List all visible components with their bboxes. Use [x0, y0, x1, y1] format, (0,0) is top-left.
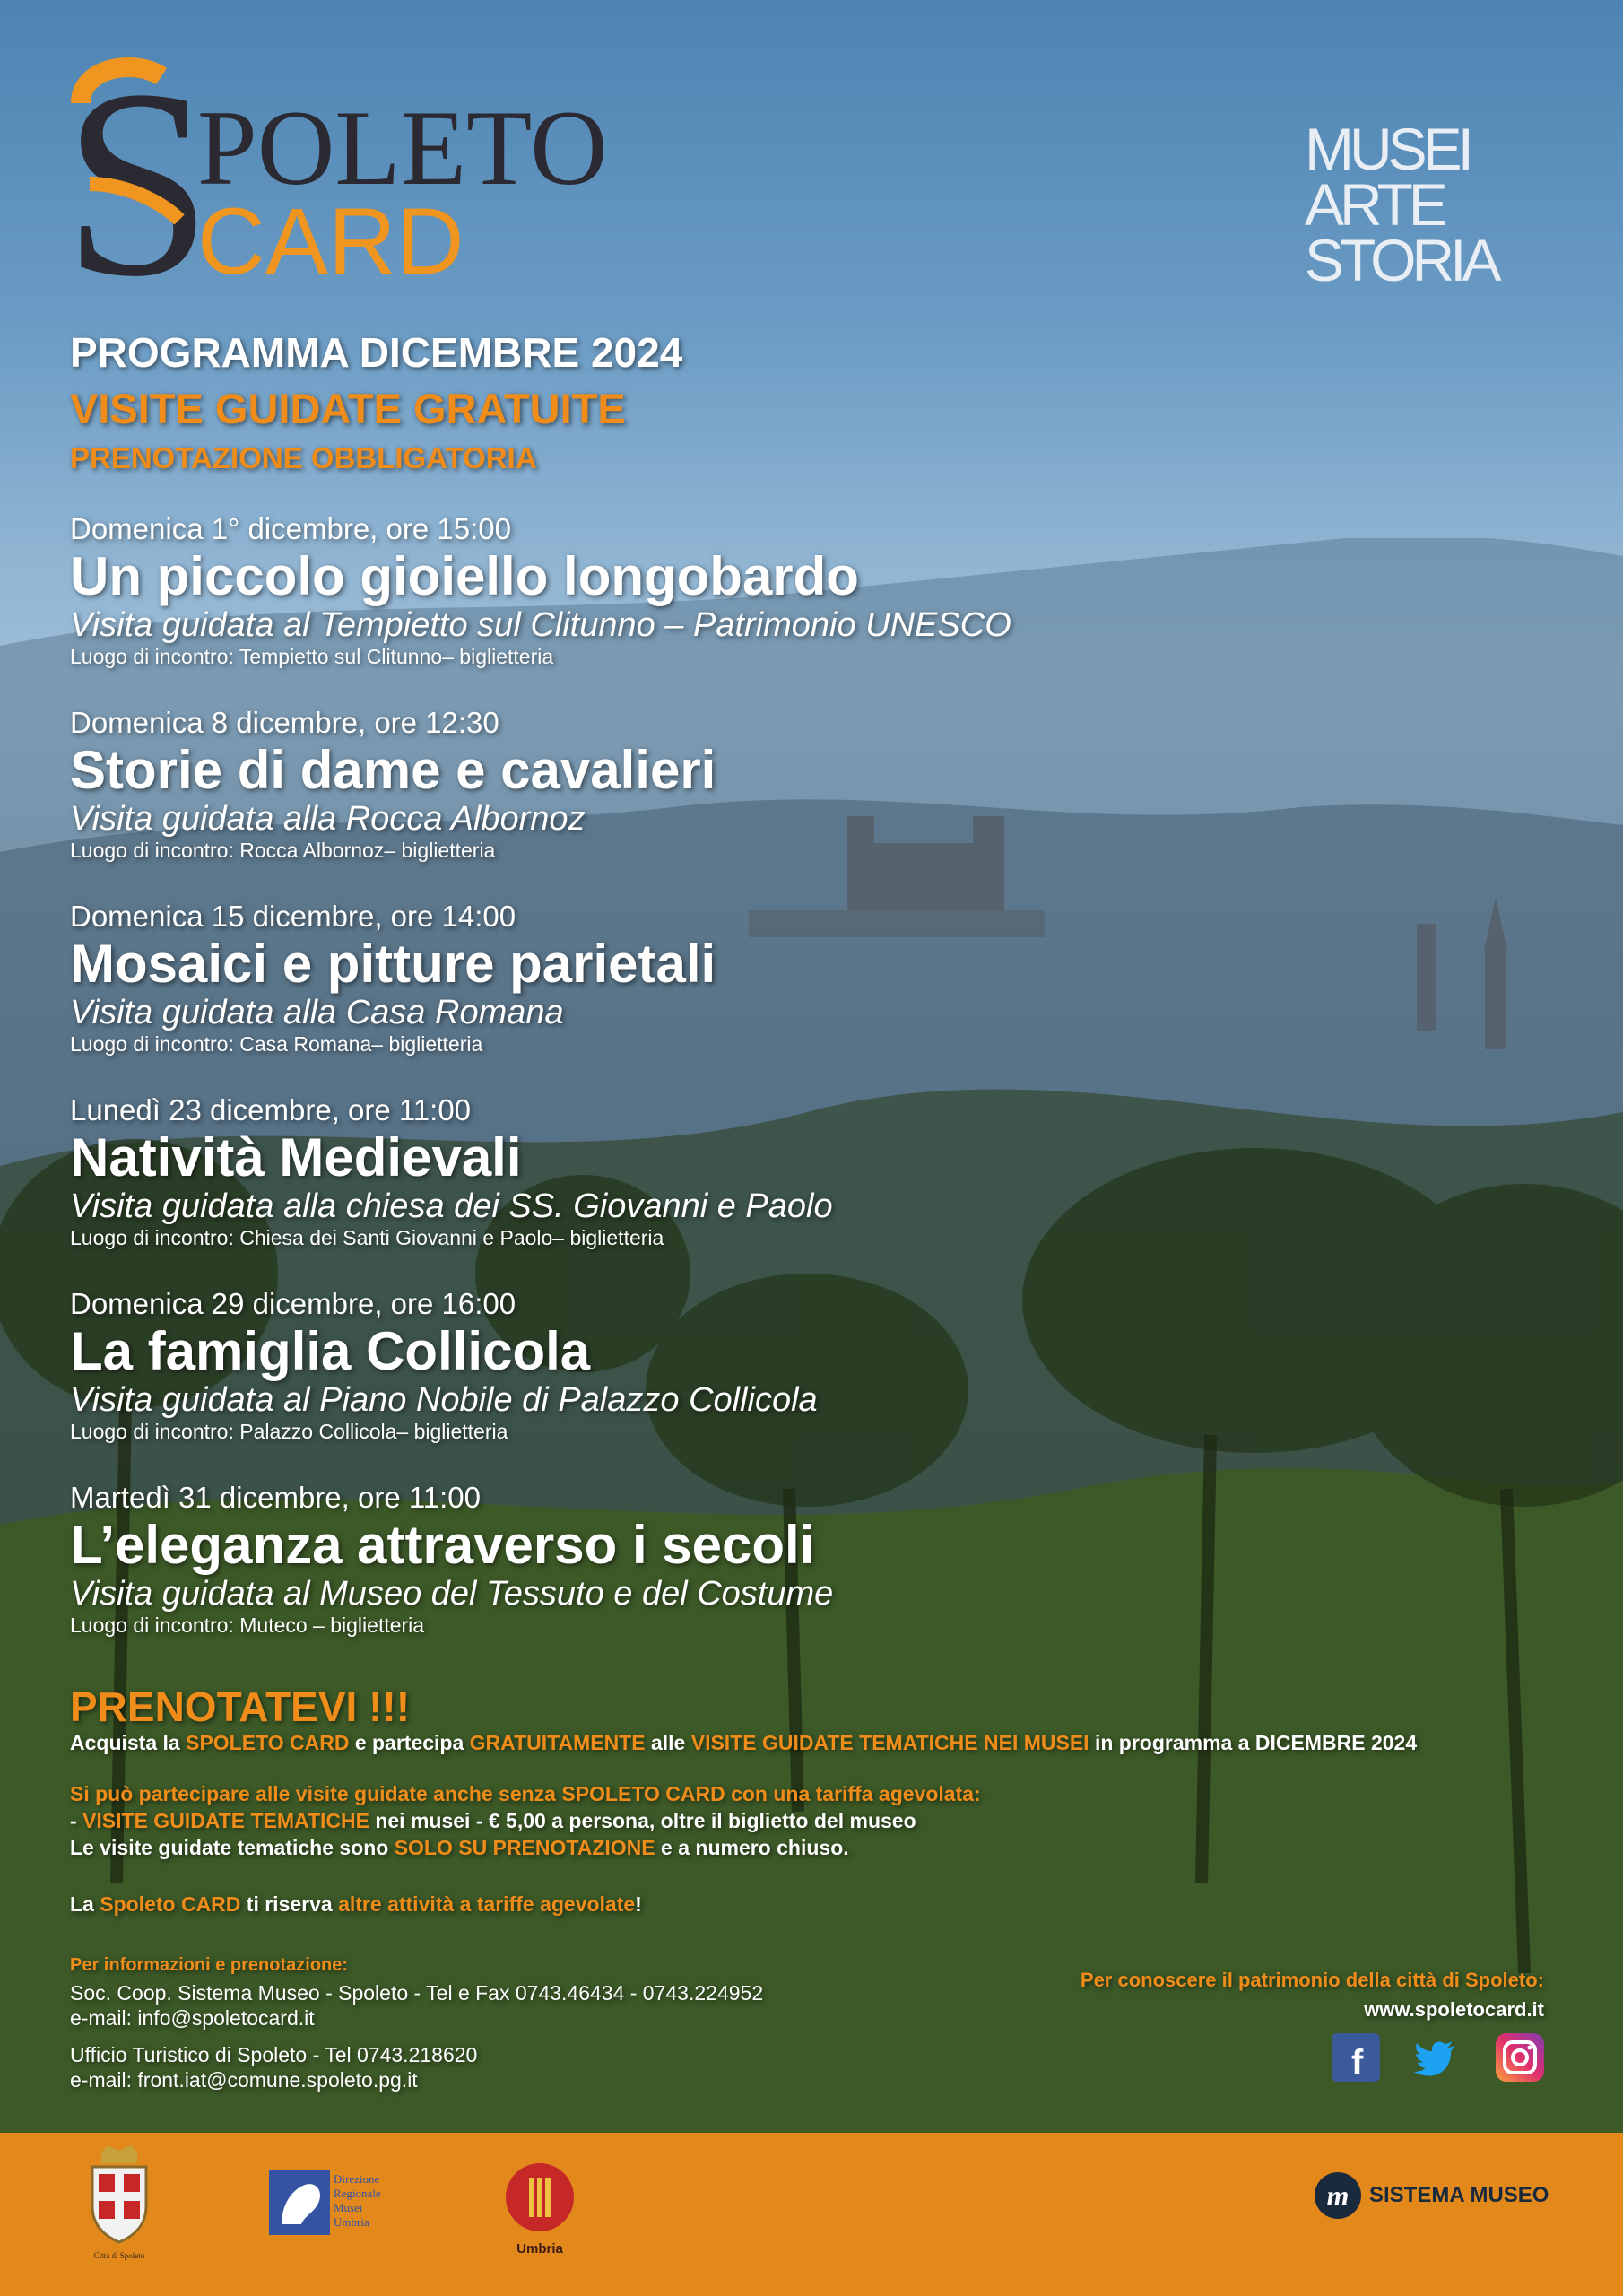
event-title: Natività Medievali [70, 1127, 522, 1187]
event-subtitle: Visita guidata al Tempietto sul Clitunno – Patrimonio UNESCO [70, 606, 1011, 644]
prenotatevi-heading: PRENOTATEVI !!! [70, 1683, 411, 1730]
event-meeting-place: Luogo di incontro: Muteco – biglietteria [70, 1613, 425, 1637]
city-crest-label: Città di Spoleto [93, 2251, 145, 2260]
event-subtitle: Visita guidata al Museo del Tessuto e del Costume [70, 1575, 834, 1613]
free-tours-heading: VISITE GUIDATE GRATUITE [70, 385, 626, 432]
sistema-museo-icon [1314, 2171, 1362, 2220]
event-meeting-place: Luogo di incontro: Rocca Albornoz– biglietteria [70, 839, 496, 862]
event-item [70, 1480, 1325, 1638]
event-item [70, 899, 1325, 1057]
logo-card: CARD [197, 189, 464, 294]
program-title: PROGRAMMA DICEMBRE 2024 [70, 329, 683, 376]
heritage-info-text: Per conoscere il patrimonio della città di Spoleto: [1080, 1969, 1544, 1991]
website-link[interactable]: www.spoletocard.it [1364, 1998, 1544, 2021]
svg-text:Regionale: Regionale [334, 2187, 381, 2200]
event-date: Domenica 29 dicembre, ore 16:00 [70, 1287, 516, 1320]
event-meeting-place: Luogo di incontro: Chiesa dei Santi Giovanni e Paolo– biglietteria [70, 1226, 664, 1249]
svg-text:Umbria: Umbria [516, 2241, 563, 2257]
spoleto-card-logo [63, 49, 655, 300]
booking-only-line: Le visite guidate tematiche sono SOLO SU PRENOTAZIONE e a numero chiuso. [70, 1836, 849, 1859]
svg-text:Umbria: Umbria [334, 2215, 369, 2229]
event-title: La famiglia Collicola [70, 1321, 591, 1381]
umbria-region-logo [502, 2161, 577, 2260]
event-item [70, 1286, 1325, 1444]
logo-poleto: POLETO [197, 88, 608, 207]
event-title: L’eleganza attraverso i secoli [70, 1515, 815, 1575]
svg-text:f: f [1351, 2043, 1364, 2082]
email-info-link[interactable]: e-mail: info@spoletocard.it [70, 2006, 315, 2030]
city-of-spoleto-crest-icon [79, 2144, 160, 2262]
contact-sistema-museo: Soc. Coop. Sistema Museo - Spoleto - Tel e Fax 0743.46434 - 0743.224952 [70, 1981, 764, 2005]
svg-text:Direzione: Direzione [334, 2172, 380, 2186]
info-heading: Per informazioni e prenotazione: [70, 1955, 349, 1975]
reduced-fare-line: Si può partecipare alle visite guidate anche senza SPOLETO CARD con una tariffa agevolata: [70, 1782, 981, 1805]
tour-price-line: - VISITE GUIDATE TEMATICHE nei musei - € 5,00 a persona, oltre il biglietto del museo [70, 1809, 916, 1832]
svg-text:Musei: Musei [334, 2201, 363, 2214]
arte-word: ARTE [1305, 171, 1444, 238]
event-item [70, 1092, 1325, 1250]
musei-arte-storia-logo [1305, 116, 1520, 293]
event-date: Martedì 31 dicembre, ore 11:00 [70, 1481, 481, 1514]
direzione-regionale-musei-logo [269, 2170, 395, 2238]
card-promo-line: Acquista la SPOLETO CARD e partecipa GRATUITAMENTE alle VISITE GUIDATE TEMATICHE NEI MUSEI in programma a DICEMBRE 2024 [70, 1731, 1418, 1754]
logo-letter-s: S [63, 49, 213, 300]
event-item [70, 705, 1325, 863]
event-title: Mosaici e pitture parietali [70, 934, 716, 994]
sistema-museo-label: SISTEMA MUSEO [1369, 2183, 1549, 2207]
twitter-icon[interactable] [1411, 2033, 1460, 2082]
email-iat-link[interactable]: e-mail: front.iat@comune.spoleto.pg.it [70, 2068, 418, 2092]
booking-required-heading: PRENOTAZIONE OBBLIGATORIA [70, 441, 537, 474]
event-meeting-place: Luogo di incontro: Tempietto sul Clitunno– biglietteria [70, 645, 554, 668]
contact-tourist-office: Ufficio Turistico di Spoleto - Tel 0743.218620 [70, 2043, 478, 2066]
event-subtitle: Visita guidata alla chiesa dei SS. Giovanni e Paolo [70, 1187, 833, 1225]
musei-word: MUSEI [1305, 116, 1471, 182]
footer-bar [0, 2133, 1623, 2296]
event-date: Domenica 1° dicembre, ore 15:00 [70, 512, 511, 545]
event-subtitle: Visita guidata alla Rocca Albornoz [70, 800, 586, 838]
event-date: Domenica 8 dicembre, ore 12:30 [70, 706, 499, 739]
svg-text:m: m [1326, 2179, 1350, 2212]
event-date: Lunedì 23 dicembre, ore 11:00 [70, 1093, 472, 1126]
event-title: Storie di dame e cavalieri [70, 740, 716, 800]
event-meeting-place: Luogo di incontro: Casa Romana– biglietteria [70, 1032, 483, 1056]
facebook-icon[interactable] [1332, 2033, 1380, 2082]
event-date: Domenica 15 dicembre, ore 14:00 [70, 900, 516, 933]
instagram-icon[interactable] [1496, 2033, 1544, 2082]
other-activities-line: La Spoleto CARD ti riserva altre attività a tariffe agevolate! [70, 1892, 642, 1916]
event-item [70, 511, 1325, 669]
storia-word: STORIA [1305, 227, 1497, 293]
event-subtitle: Visita guidata alla Casa Romana [70, 994, 564, 1031]
event-meeting-place: Luogo di incontro: Palazzo Collicola– biglietteria [70, 1420, 508, 1443]
event-title: Un piccolo gioiello longobardo [70, 546, 859, 606]
event-subtitle: Visita guidata al Piano Nobile di Palazzo Collicola [70, 1381, 818, 1419]
